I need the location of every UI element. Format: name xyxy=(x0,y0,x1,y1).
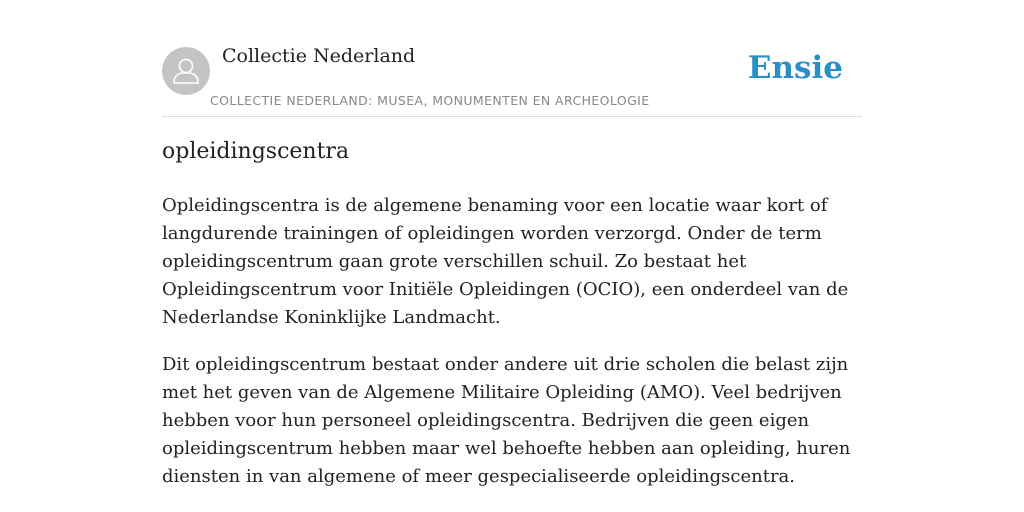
page-title: opleidingscentra xyxy=(162,139,350,164)
ensie-logo[interactable]: Ensie xyxy=(747,50,843,86)
article-paragraph-1: Opleidingscentra is de algemene benaming voor een locatie waar kort of langdurende trainingen of opleidingen worden verzorgd. Onder de term opleidingscentrum gaan grote verschillen schuil. Zo bestaat het Opleidingscentrum voor Initiële Opleidingen (OCIO), een onderdeel van de Nederlandse Koninklijke Landmacht. xyxy=(162,195,849,328)
article-paragraph-2: Dit opleidingscentrum bestaat onder andere uit drie scholen die belast zijn met het geven van de Algemene Militaire Opleiding (AMO). Veel bedrijven hebben voor hun personeel opleidingscentra. Bedrijven die geen eigen opleidingscentrum hebben maar wel behoefte hebben aan opleiding, huren diensten in van algemene of meer gespecialiseerde opleidingscentra. xyxy=(162,354,851,487)
avatar[interactable] xyxy=(162,47,210,95)
user-silhouette-icon xyxy=(162,47,210,95)
collection-label[interactable]: COLLECTIE NEDERLAND: MUSEA, MONUMENTEN EN ARCHEOLOGIE xyxy=(210,93,650,108)
article-body xyxy=(162,192,862,510)
header xyxy=(162,0,862,117)
author-name[interactable]: Collectie Nederland xyxy=(222,45,416,67)
